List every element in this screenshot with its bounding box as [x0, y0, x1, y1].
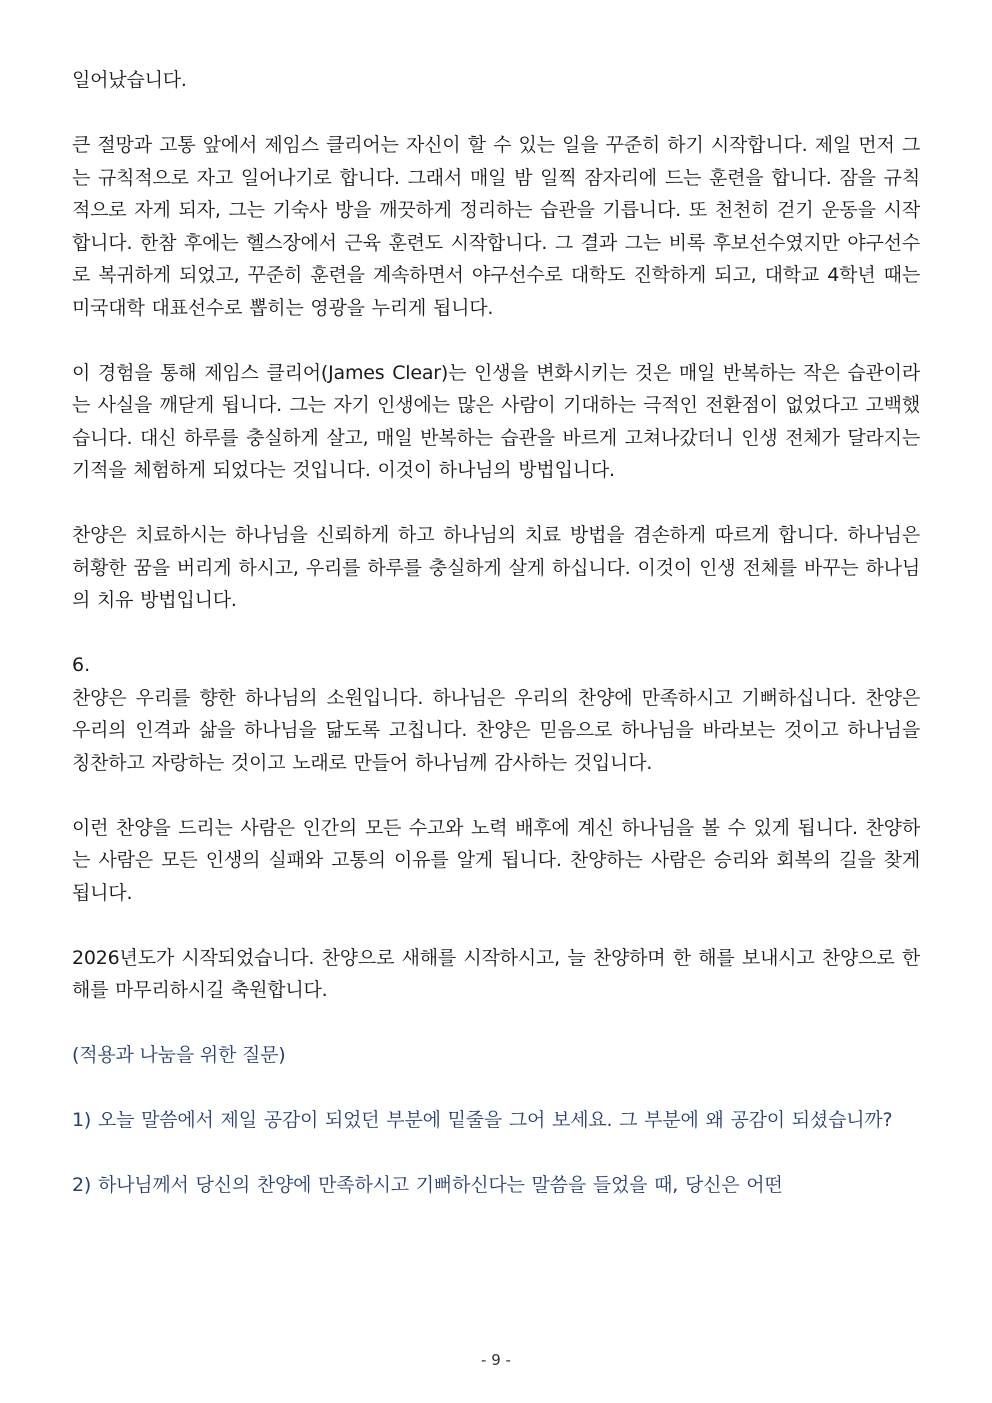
- paragraph-praise-wish: 찬양은 우리를 향한 하나님의 소원입니다. 하나님은 우리의 찬양에 만족하시고 기뻐하십니다. 찬양은 우리의 인격과 삶을 하나님을 닮도록 고칩니다. 찬양은 믿음으로 하나님을 바라보는 것이고 하나님을 칭찬하고 자랑하는 것이고 노래로 만들어 하나님께 감사하는 것입니다.: [72, 686, 920, 774]
- paragraph-praise-person: 이런 찬양을 드리는 사람은 인간의 모든 수고와 노력 배후에 계신 하나님을 볼 수 있게 됩니다. 찬양하는 사람은 모든 인생의 실패와 고통의 이유를 알게 됩니다. 찬양하는 사람은 승리와 회복의 길을 찾게 됩니다.: [72, 816, 920, 904]
- question-item: 1) 오늘 말씀에서 제일 공감이 되었던 부분에 밑줄을 그어 보세요. 그 부분에 왜 공감이 되셨습니까?: [72, 1109, 893, 1131]
- question-item: 2) 하나님께서 당신의 찬양에 만족하시고 기뻐하신다는 말씀을 들었을 때, 당신은 어떤: [72, 1174, 783, 1196]
- paragraph-continuation: 일어났습니다.: [72, 69, 187, 91]
- page-number: - 9 -: [481, 1351, 511, 1369]
- section-number: 6.: [72, 654, 91, 676]
- page-content: [72, 64, 920, 1234]
- paragraph-new-year: 2026년도가 시작되었습니다. 찬양으로 새해를 시작하시고, 늘 찬양하며 한 해를 보내시고 찬양으로 한 해를 마무리하시길 축원합니다.: [72, 946, 920, 1001]
- paragraph-james-clear-habits: 큰 절망과 고통 앞에서 제임스 클리어는 자신이 할 수 있는 일을 꾸준히 하기 시작합니다. 제일 먼저 그는 규칙적으로 자고 일어나기로 합니다. 그래서 매일 밤 일찍 잠자리에 드는 훈련을 합니다. 잠을 규칙적으로 자게 되자, 그는 기숙사 방을 깨끗하게 정리하는 습관을 기릅니다. 또 천천히 걷기 운동을 시작합니다. 한참 후에는 헬스장에서 근육 훈련도 시작합니다. 그 결과 그는 비록 후보선수였지만 야구선수로 복귀하게 되었고, 꾸준히 훈련을 계속하면서 야구선수로 대학도 진학하게 되고, 대학교 4학년 때는 미국대학 대표선수로 뽑히는 영광을 누리게 됩니다.: [72, 134, 920, 319]
- questions-heading: (적용과 나눔을 위한 질문): [72, 1044, 286, 1066]
- paragraph-life-change: 이 경험을 통해 제임스 클리어(James Clear)는 인생을 변화시키는 것은 매일 반복하는 작은 습관이라는 사실을 깨닫게 됩니다. 그는 자기 인생에는 많은 사람이 기대하는 극적인 전환점이 없었다고 고백했습니다. 대신 하루를 충실하게 살고, 매일 반복하는 습관을 바르게 고쳐나갔더니 인생 전체가 달라지는 기적을 체험하게 되었다는 것입니다. 이것이 하나님의 방법입니다.: [72, 361, 920, 481]
- paragraph-praise-healing: 찬양은 치료하시는 하나님을 신뢰하게 하고 하나님의 치료 방법을 겸손하게 따르게 합니다. 하나님은 허황한 꿈을 버리게 하시고, 우리를 하루를 충실하게 살게 하십니다. 이것이 인생 전체를 바꾸는 하나님의 치유 방법입니다.: [72, 524, 920, 611]
